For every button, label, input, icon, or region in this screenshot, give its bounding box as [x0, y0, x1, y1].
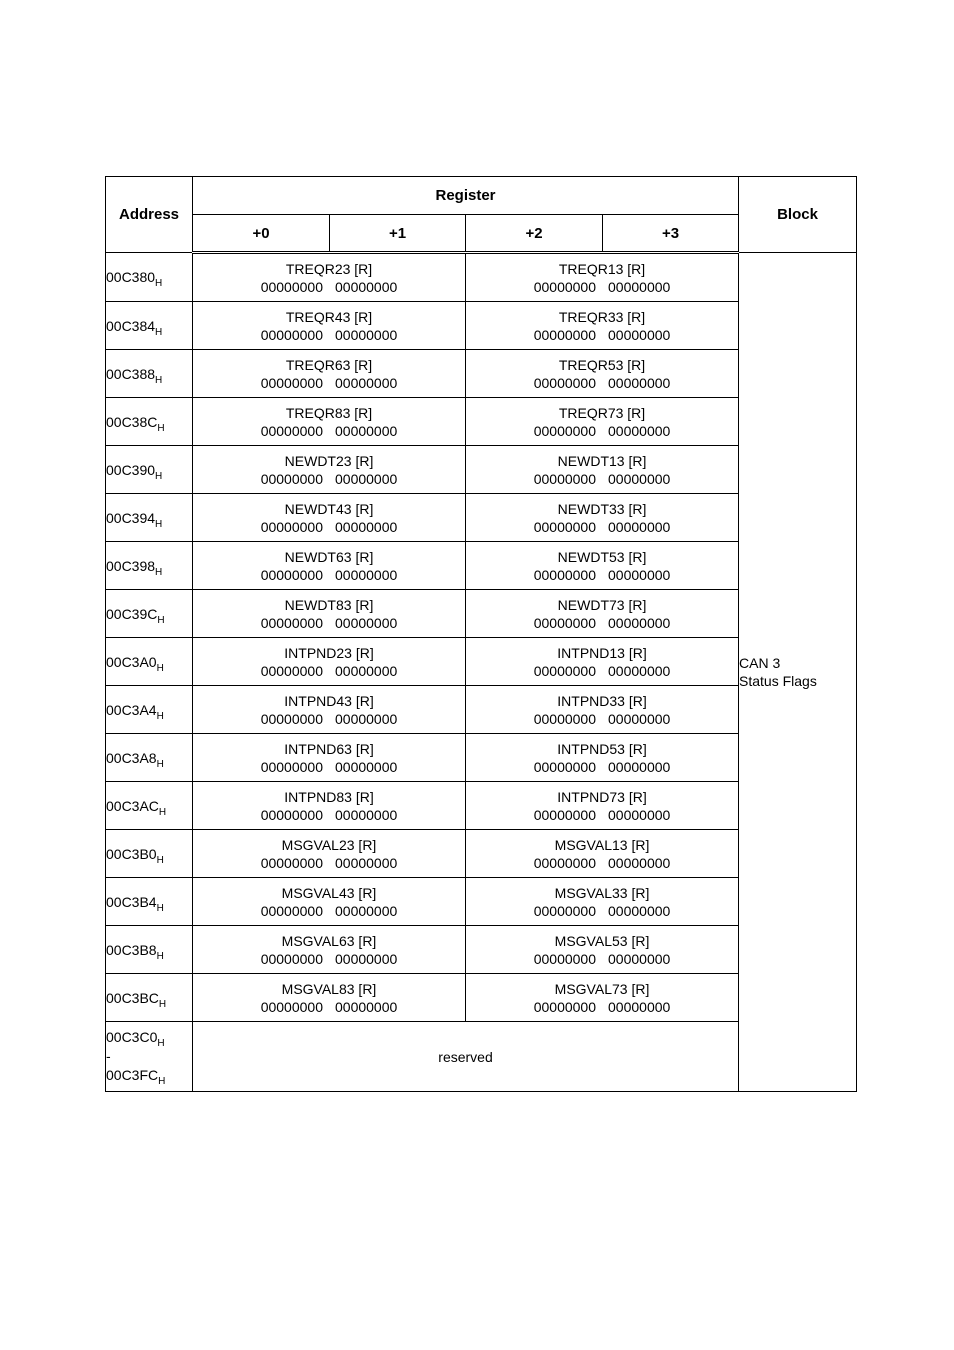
- address-value: 00C3A0: [106, 653, 157, 670]
- address-cell: [106, 782, 193, 830]
- register-cell-left: [193, 350, 466, 398]
- hex-suffix: H: [155, 374, 163, 386]
- register-cell-right: [466, 350, 739, 398]
- reset-byte-low: 00000000: [608, 806, 671, 823]
- register-name: MSGVAL73 [R]: [554, 980, 650, 997]
- register-reset-value: [466, 278, 738, 296]
- reserved-label: reserved: [193, 1022, 739, 1092]
- register-reset-value: [466, 374, 738, 392]
- register-cell-left: [193, 494, 466, 542]
- register-name: TREQR13 [R]: [558, 260, 646, 277]
- register-reset-value: [193, 902, 465, 920]
- register-name: TREQR43 [R]: [285, 308, 373, 325]
- reset-byte-high: 00000000: [260, 470, 323, 487]
- register-name: NEWDT13 [R]: [557, 452, 647, 469]
- reset-byte-low: 00000000: [608, 950, 671, 967]
- reset-byte-high: 00000000: [260, 950, 323, 967]
- register-reset-value: [193, 998, 465, 1016]
- offset-header-0: +0: [193, 215, 330, 253]
- address-value: 00C388: [106, 365, 156, 382]
- register-reset-value: [193, 278, 465, 296]
- register-reset-value: [466, 950, 738, 968]
- register-name: TREQR83 [R]: [285, 404, 373, 421]
- register-cell-left: [193, 302, 466, 350]
- reset-byte-high: 00000000: [533, 950, 597, 967]
- reset-byte-high: 00000000: [533, 710, 597, 727]
- register-reset-value: [193, 662, 465, 680]
- register-reset-value: [193, 854, 465, 872]
- register-cell-left: [193, 926, 466, 974]
- reset-byte-low: 00000000: [335, 758, 398, 775]
- register-reset-value: [466, 422, 738, 440]
- reset-byte-low: 00000000: [335, 614, 398, 631]
- reset-byte-high: 00000000: [533, 326, 597, 343]
- register-name: MSGVAL53 [R]: [554, 932, 650, 949]
- hex-suffix: H: [156, 758, 164, 770]
- hex-suffix: H: [156, 854, 164, 866]
- reset-byte-high: 00000000: [260, 758, 323, 775]
- hex-suffix: H: [158, 998, 167, 1010]
- address-value: 00C3B4: [106, 893, 157, 910]
- address-cell: [106, 302, 193, 350]
- reset-byte-high: 00000000: [260, 662, 323, 679]
- register-name: INTPND23 [R]: [284, 644, 374, 661]
- reset-byte-high: 00000000: [533, 758, 597, 775]
- register-name: MSGVAL43 [R]: [281, 884, 377, 901]
- hex-suffix: H: [155, 566, 163, 578]
- register-name: MSGVAL33 [R]: [554, 884, 650, 901]
- hex-suffix: H: [157, 422, 165, 434]
- address-cell: [106, 686, 193, 734]
- register-reset-value: [193, 566, 465, 584]
- register-cell-left: [193, 253, 466, 302]
- reset-byte-high: 00000000: [533, 998, 597, 1015]
- reset-byte-high: 00000000: [260, 614, 323, 631]
- reset-byte-low: 00000000: [608, 614, 671, 631]
- reset-byte-high: 00000000: [533, 374, 597, 391]
- hex-suffix: H: [158, 806, 167, 818]
- reset-byte-high: 00000000: [260, 710, 323, 727]
- reset-byte-low: 00000000: [335, 422, 398, 439]
- register-name: INTPND13 [R]: [557, 644, 647, 661]
- register-reset-value: [466, 998, 738, 1016]
- block-label-line1: CAN 3: [739, 655, 781, 671]
- register-reset-value: [193, 710, 465, 728]
- reset-byte-low: 00000000: [335, 374, 398, 391]
- register-cell-left: [193, 590, 466, 638]
- reset-byte-low: 00000000: [608, 374, 671, 391]
- table-header: [106, 177, 857, 253]
- register-reset-value: [466, 806, 738, 824]
- reset-byte-low: 00000000: [608, 278, 671, 295]
- reset-byte-low: 00000000: [335, 662, 398, 679]
- register-reset-value: [466, 326, 738, 344]
- register-reset-value: [466, 902, 738, 920]
- table-body: [106, 253, 857, 1092]
- reset-byte-high: 00000000: [533, 470, 597, 487]
- address-column-header: Address: [106, 177, 193, 253]
- register-reset-value: [466, 518, 738, 536]
- register-name: TREQR63 [R]: [285, 356, 373, 373]
- address-cell: [106, 542, 193, 590]
- reserved-address-end-line: [106, 1066, 192, 1085]
- reset-byte-high: 00000000: [260, 278, 323, 295]
- reset-byte-high: 00000000: [260, 998, 323, 1015]
- address-value: 00C390: [106, 461, 156, 478]
- reset-byte-high: 00000000: [260, 902, 323, 919]
- reset-byte-high: 00000000: [533, 566, 597, 583]
- register-name: INTPND83 [R]: [284, 788, 374, 805]
- register-cell-right: [466, 686, 739, 734]
- address-cell: [106, 350, 193, 398]
- reset-byte-high: 00000000: [533, 422, 597, 439]
- hex-suffix: H: [155, 518, 163, 530]
- hex-suffix: H: [157, 1038, 165, 1049]
- reset-byte-high: 00000000: [533, 854, 597, 871]
- reset-byte-high: 00000000: [260, 422, 323, 439]
- register-reset-value: [193, 758, 465, 776]
- register-name: TREQR53 [R]: [558, 356, 646, 373]
- address-value: 00C380: [106, 269, 156, 285]
- register-reset-value: [193, 422, 465, 440]
- register-name: INTPND33 [R]: [557, 692, 647, 709]
- register-reset-value: [193, 518, 465, 536]
- reset-byte-low: 00000000: [608, 422, 671, 439]
- reset-byte-low: 00000000: [608, 998, 671, 1015]
- register-cell-right: [466, 974, 739, 1022]
- reserved-address-start-line: [106, 1028, 192, 1047]
- register-cell-right: [466, 253, 739, 302]
- register-cell-left: [193, 398, 466, 446]
- address-cell: [106, 638, 193, 686]
- register-cell-right: [466, 926, 739, 974]
- reset-byte-high: 00000000: [260, 518, 323, 535]
- register-cell-left: [193, 734, 466, 782]
- reset-byte-low: 00000000: [608, 902, 671, 919]
- reset-byte-low: 00000000: [608, 710, 671, 727]
- register-reset-value: [193, 470, 465, 488]
- address-value: 00C3A4: [106, 701, 157, 718]
- register-name: NEWDT33 [R]: [557, 500, 647, 517]
- register-reset-value: [193, 950, 465, 968]
- reset-byte-low: 00000000: [335, 806, 398, 823]
- register-name: NEWDT73 [R]: [557, 596, 647, 613]
- reset-byte-low: 00000000: [608, 758, 671, 775]
- register-cell-right: [466, 446, 739, 494]
- register-cell-left: [193, 446, 466, 494]
- reset-byte-high: 00000000: [533, 902, 597, 919]
- register-reset-value: [466, 614, 738, 632]
- register-cell-right: [466, 494, 739, 542]
- hex-suffix: H: [155, 278, 163, 289]
- register-name: MSGVAL23 [R]: [281, 836, 377, 853]
- address-value: 00C3B0: [106, 845, 157, 862]
- register-name: TREQR33 [R]: [558, 308, 646, 325]
- hex-suffix: H: [158, 1076, 166, 1087]
- hex-suffix: H: [157, 614, 165, 626]
- reset-byte-low: 00000000: [335, 470, 398, 487]
- address-cell: [106, 734, 193, 782]
- register-cell-left: [193, 686, 466, 734]
- reset-byte-high: 00000000: [533, 278, 597, 295]
- register-name: NEWDT63 [R]: [284, 548, 374, 565]
- register-cell-right: [466, 782, 739, 830]
- reserved-address-cell: [106, 1022, 193, 1092]
- address-value: 00C3B8: [106, 941, 157, 958]
- address-value: 00C3AC: [106, 797, 159, 814]
- reset-byte-low: 00000000: [335, 950, 398, 967]
- offset-header-3: +3: [603, 215, 739, 253]
- register-cell-left: [193, 638, 466, 686]
- address-cell: [106, 830, 193, 878]
- reset-byte-low: 00000000: [335, 710, 398, 727]
- reset-byte-high: 00000000: [260, 374, 323, 391]
- register-cell-right: [466, 302, 739, 350]
- reset-byte-low: 00000000: [335, 278, 398, 295]
- address-cell: [106, 590, 193, 638]
- hex-suffix: H: [156, 902, 164, 914]
- register-reset-value: [193, 806, 465, 824]
- register-reset-value: [466, 662, 738, 680]
- register-reset-value: [466, 854, 738, 872]
- register-reset-value: [466, 470, 738, 488]
- register-cell-left: [193, 974, 466, 1022]
- register-cell-right: [466, 398, 739, 446]
- reserved-address-start: 00C3C0: [106, 1029, 158, 1045]
- table-row: [106, 253, 857, 302]
- register-cell-left: [193, 830, 466, 878]
- address-value: 00C384: [106, 317, 156, 334]
- register-map-table: [105, 176, 857, 1092]
- register-reset-value: [193, 374, 465, 392]
- reset-byte-high: 00000000: [260, 326, 323, 343]
- register-cell-right: [466, 878, 739, 926]
- address-value: 00C3A8: [106, 749, 157, 766]
- register-reset-value: [466, 566, 738, 584]
- register-reset-value: [193, 326, 465, 344]
- register-name: MSGVAL63 [R]: [281, 932, 377, 949]
- register-cell-right: [466, 734, 739, 782]
- reserved-address-end: 00C3FC: [106, 1067, 159, 1083]
- address-value: 00C39C: [106, 605, 158, 622]
- register-cell-left: [193, 878, 466, 926]
- reset-byte-high: 00000000: [533, 806, 597, 823]
- register-name: NEWDT53 [R]: [557, 548, 647, 565]
- reset-byte-low: 00000000: [608, 566, 671, 583]
- register-name: NEWDT43 [R]: [284, 500, 374, 517]
- register-cell-left: [193, 782, 466, 830]
- reset-byte-low: 00000000: [335, 566, 398, 583]
- register-name: MSGVAL83 [R]: [281, 980, 377, 997]
- address-value: 00C3BC: [106, 989, 159, 1006]
- address-cell: [106, 878, 193, 926]
- block-label-line2: Status Flags: [739, 673, 817, 689]
- reset-byte-low: 00000000: [335, 854, 398, 871]
- register-name: TREQR73 [R]: [558, 404, 646, 421]
- address-cell: [106, 974, 193, 1022]
- register-name: INTPND53 [R]: [557, 740, 647, 757]
- register-name: TREQR23 [R]: [285, 260, 373, 277]
- offset-header-1: +1: [330, 215, 466, 253]
- address-value: 00C394: [106, 509, 156, 526]
- reset-byte-low: 00000000: [335, 326, 398, 343]
- reset-byte-low: 00000000: [608, 518, 671, 535]
- reset-byte-high: 00000000: [260, 566, 323, 583]
- register-cell-right: [466, 638, 739, 686]
- register-name: MSGVAL13 [R]: [554, 836, 650, 853]
- register-name: NEWDT83 [R]: [284, 596, 374, 613]
- reset-byte-low: 00000000: [608, 326, 671, 343]
- register-name: INTPND43 [R]: [284, 692, 374, 709]
- hex-suffix: H: [155, 470, 163, 482]
- reset-byte-high: 00000000: [533, 662, 597, 679]
- hex-suffix: H: [155, 326, 163, 338]
- register-name: INTPND63 [R]: [284, 740, 374, 757]
- hex-suffix: H: [156, 710, 164, 722]
- address-cell: [106, 253, 193, 302]
- reset-byte-low: 00000000: [335, 998, 398, 1015]
- register-cell-right: [466, 830, 739, 878]
- hex-suffix: H: [156, 662, 164, 674]
- reset-byte-low: 00000000: [335, 518, 398, 535]
- register-name: INTPND73 [R]: [557, 788, 647, 805]
- reset-byte-low: 00000000: [608, 470, 671, 487]
- offset-header-2: +2: [466, 215, 603, 253]
- register-name: NEWDT23 [R]: [284, 452, 374, 469]
- reset-byte-high: 00000000: [260, 854, 323, 871]
- reset-byte-high: 00000000: [533, 518, 597, 535]
- register-cell-right: [466, 542, 739, 590]
- address-cell: [106, 494, 193, 542]
- reset-byte-low: 00000000: [608, 854, 671, 871]
- block-column-header: Block: [739, 177, 857, 253]
- register-cell-left: [193, 542, 466, 590]
- register-reset-value: [466, 758, 738, 776]
- reset-byte-low: 00000000: [335, 902, 398, 919]
- register-column-header: Register: [193, 177, 739, 215]
- address-cell: [106, 446, 193, 494]
- block-cell: [739, 253, 857, 1092]
- register-reset-value: [466, 710, 738, 728]
- address-value: 00C38C: [106, 413, 158, 430]
- reset-byte-high: 00000000: [260, 806, 323, 823]
- address-cell: [106, 398, 193, 446]
- reset-byte-low: 00000000: [608, 662, 671, 679]
- reserved-address-separator: -: [106, 1048, 111, 1064]
- reset-byte-high: 00000000: [533, 614, 597, 631]
- register-reset-value: [193, 614, 465, 632]
- address-cell: [106, 926, 193, 974]
- hex-suffix: H: [156, 950, 164, 962]
- register-cell-right: [466, 590, 739, 638]
- address-value: 00C398: [106, 557, 156, 574]
